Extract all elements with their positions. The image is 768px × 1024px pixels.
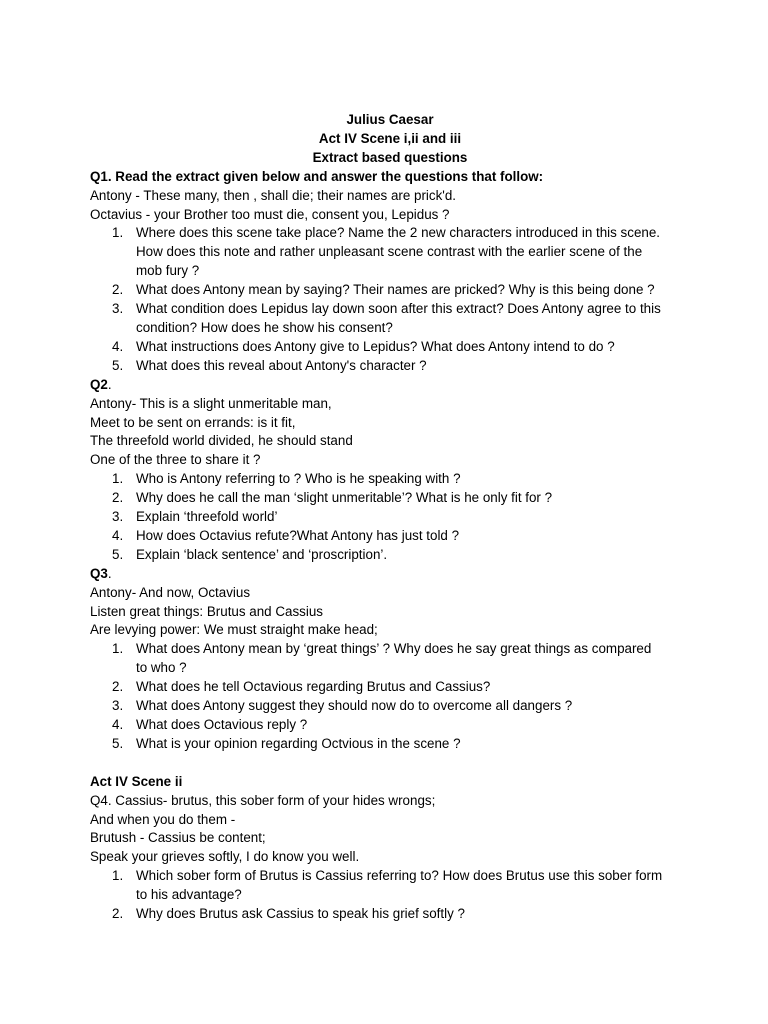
question-text: How does this note and rather unpleasant scene contrast with the earlier scene of the	[136, 244, 643, 260]
q2-question-3	[90, 508, 690, 527]
question-number: 5.	[112, 546, 124, 562]
q2-question-4	[90, 527, 690, 546]
question-text: to his advantage?	[136, 887, 242, 903]
question-text: What does he tell Octavious regarding Brutus and Cassius?	[136, 679, 491, 695]
q2-extract-line: The threefold world divided, he should stand	[90, 433, 353, 449]
doc-subtitle-act: Act IV Scene i,ii and iii	[318, 130, 462, 146]
q3-label: Q3	[90, 565, 108, 581]
question-number: 1.	[112, 471, 124, 487]
question-text: What does Antony suggest they should now do to overcome all dangers ?	[136, 698, 573, 714]
question-number: 2.	[112, 490, 124, 506]
question-text: What is your opinion regarding Octvious in the scene ?	[136, 735, 461, 751]
question-text: What does Antony mean by saying? Their names are pricked? Why is this being done ?	[136, 282, 655, 298]
question-text: condition? How does he show his consent?	[136, 319, 393, 335]
question-number: 2.	[112, 282, 124, 298]
question-number: 4.	[112, 717, 124, 732]
question-text: Why does Brutus ask Cassius to speak his grief softly ?	[136, 906, 465, 922]
q1-heading: Q1. Read the extract given below and answer the questions that follow:	[90, 168, 544, 184]
q4-question-1	[90, 867, 690, 905]
q3-extract-line: Antony- And now, Octavius	[90, 584, 251, 600]
q3-question-3	[90, 697, 690, 716]
question-number: 5.	[112, 735, 124, 751]
question-number: 2.	[112, 906, 124, 922]
question-text: mob fury ?	[136, 263, 200, 279]
question-number: 3.	[112, 698, 124, 714]
question-number: 3.	[112, 301, 124, 317]
q2-label: Q2	[90, 376, 108, 392]
question-text: Where does this scene take place? Name the 2 new characters introduced in this scene.	[136, 225, 661, 241]
q4-extract-line: Brutush - Cassius be content;	[90, 830, 266, 846]
q1-question-4	[90, 338, 690, 357]
question-number: 1.	[112, 868, 124, 884]
q4-extract-line: And when you do them -	[90, 811, 236, 827]
q1-question-2	[90, 281, 690, 300]
q1-question-3	[90, 300, 690, 338]
question-text: What instructions does Antony give to Lepidus? What does Antony intend to do ?	[136, 338, 615, 354]
q1-extract-line: Octavius - your Brother too must die, consent you, Lepidus ?	[90, 206, 450, 222]
question-number: 4.	[112, 527, 124, 543]
question-number: 4.	[112, 338, 124, 354]
question-text: What does Octavious reply ?	[136, 717, 308, 732]
q3-extract-line: Listen great things: Brutus and Cassius	[90, 603, 323, 619]
q4-extract-line: Q4. Cassius- brutus, this sober form of your hides wrongs;	[90, 792, 436, 808]
q2-question-5	[90, 546, 690, 565]
q3-question-1	[90, 640, 690, 678]
question-text: to who ?	[136, 660, 187, 676]
doc-subtitle-type: Extract based questions	[312, 149, 468, 165]
q3-question-list	[90, 640, 690, 753]
q3-heading	[90, 565, 690, 584]
doc-title: Julius Caesar	[346, 112, 434, 127]
q2-question-1	[90, 470, 690, 489]
q3-label-period: .	[107, 565, 112, 581]
q2-extract-line: Meet to be sent on errands: is it fit,	[90, 414, 296, 430]
question-text: What condition does Lepidus lay down soon after this extract? Does Antony agree to this	[136, 301, 661, 317]
question-number: 3.	[112, 509, 124, 525]
question-text: Which sober form of Brutus is Cassius referring to? How does Brutus use this sober form	[136, 868, 663, 884]
q1-question-list	[90, 224, 690, 375]
q2-extract-line: Antony- This is a slight unmeritable man,	[90, 395, 332, 411]
question-number: 1.	[112, 225, 124, 241]
question-text: What does this reveal about Antony's character ?	[136, 357, 427, 373]
q2-heading	[90, 376, 690, 395]
question-text: Who is Antony referring to ? Who is he speaking with ?	[136, 471, 461, 487]
question-text: How does Octavius refute?What Antony has just told ?	[136, 527, 460, 543]
q3-question-2	[90, 678, 690, 697]
q3-question-5	[90, 735, 690, 754]
q1-extract-line: Antony - These many, then , shall die; their names are prick'd.	[90, 187, 457, 203]
question-text: What does Antony mean by ‘great things’ ? Why does he say great things as compared	[136, 641, 652, 657]
question-number: 2.	[112, 679, 124, 695]
q2-question-2	[90, 489, 690, 508]
q2-label-period: .	[107, 376, 112, 392]
blank-line	[90, 754, 690, 773]
q4-question-2	[90, 905, 690, 924]
q4-extract-line: Speak your grieves softly, I do know you well.	[90, 849, 360, 865]
section-heading: Act IV Scene ii	[90, 773, 183, 789]
q1-question-1	[90, 224, 690, 281]
question-text: Explain ‘black sentence’ and ‘proscription’.	[136, 546, 388, 562]
q3-question-4	[90, 716, 690, 735]
question-number: 5.	[112, 357, 124, 373]
q2-question-list	[90, 470, 690, 565]
q3-extract-line: Are levying power: We must straight make head;	[90, 622, 378, 638]
question-text: Explain ‘threefold world’	[136, 509, 278, 525]
question-number: 1.	[112, 641, 124, 657]
q2-extract-line: One of the three to share it ?	[90, 452, 261, 468]
document-body	[90, 111, 690, 924]
q1-question-5	[90, 357, 690, 376]
question-text: Why does he call the man ‘slight unmeritable’? What is he only fit for ?	[136, 490, 553, 506]
q4-question-list	[90, 867, 690, 924]
